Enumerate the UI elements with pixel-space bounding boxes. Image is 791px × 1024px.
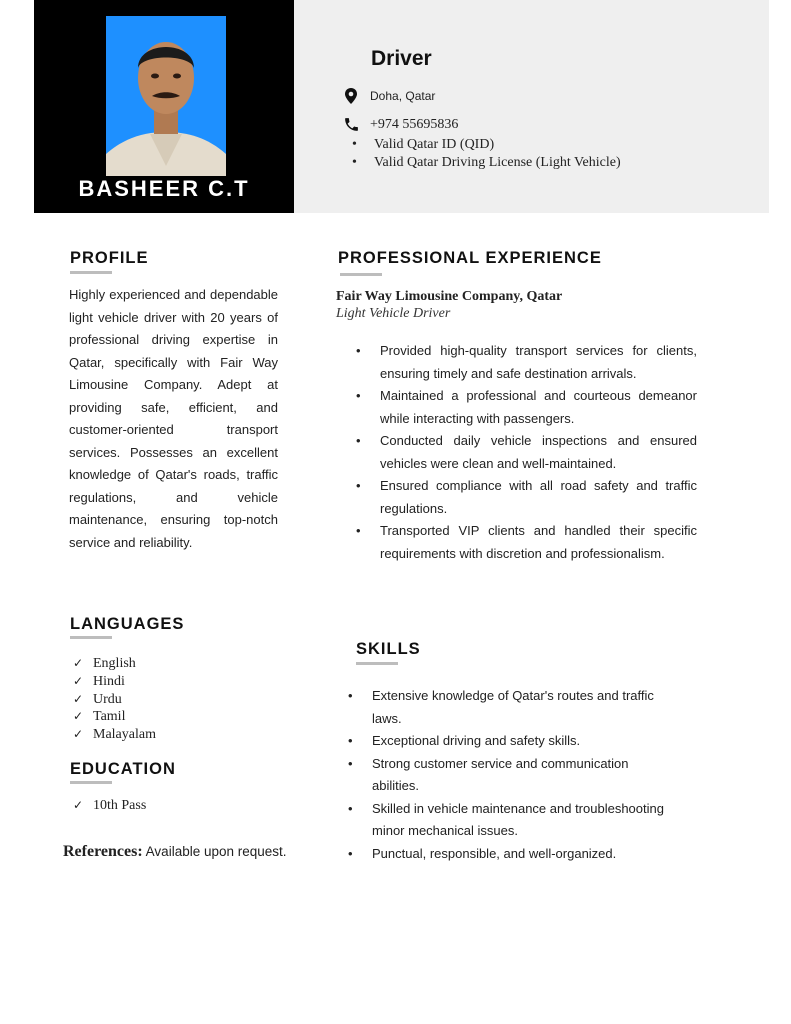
list-item: • Strong customer service and communication abilities. — [344, 753, 674, 798]
experience-list-container — [352, 340, 697, 619]
qualification-list — [352, 136, 621, 172]
language-item: ✓ Tamil — [73, 708, 156, 726]
skills-heading: SKILLS — [356, 640, 421, 658]
education-heading: EDUCATION — [70, 760, 176, 778]
skills-underline — [356, 662, 398, 665]
map-pin-icon — [340, 88, 362, 104]
list-item: • Skilled in vehicle maintenance and troubleshooting minor mechanical issues. — [344, 798, 674, 843]
list-item: • Valid Qatar ID (QID) — [352, 136, 621, 154]
skills-list — [344, 685, 674, 865]
education-underline — [70, 781, 112, 784]
language-item: ✓ English — [73, 655, 156, 673]
candidate-name: BASHEER C.T — [78, 176, 250, 201]
skills-list-container — [344, 685, 674, 865]
references — [63, 843, 287, 861]
languages-heading: LANGUAGES — [70, 615, 185, 633]
list-item: • Transported VIP clients and handled their specific requirements with discretion and professionalism. — [352, 520, 697, 565]
profile-text: Highly experienced and dependable light vehicle driver with 20 years of professional driving expertise in Qatar, specifically with Fair Way Limousine Company. Adept at providing safe, efficient, and customer-oriented transport services. Possesses an excellent knowledge of Qatar's roads, traffic regulations, and vehicle maintenance, ensuring top-notch service and reliability. — [69, 287, 278, 550]
list-item: • Conducted daily vehicle inspections and ensured vehicles were clean and well-maintained. — [352, 430, 697, 475]
language-item: ✓ Malayalam — [73, 726, 156, 744]
job-title: Driver — [371, 47, 432, 70]
profile-photo — [106, 16, 226, 176]
experience-underline — [340, 273, 382, 276]
languages-underline — [70, 636, 112, 639]
list-item: • Extensive knowledge of Qatar's routes and traffic laws. — [344, 685, 674, 730]
phone-icon — [340, 116, 362, 133]
references-text: Available upon request. — [145, 844, 287, 859]
company-name: Fair Way Limousine Company, Qatar — [336, 289, 563, 304]
list-item: • Provided high-quality transport services for clients, ensuring timely and safe destination arrivals. — [352, 340, 697, 385]
languages-list — [73, 655, 156, 744]
job-role: Light Vehicle Driver — [336, 306, 451, 321]
education-item: ✓ 10th Pass — [73, 797, 146, 815]
header-light-panel — [294, 0, 769, 213]
education-list — [73, 797, 146, 815]
list-item: • Maintained a professional and courteous demeanor while interacting with passengers. — [352, 385, 697, 430]
list-item: • Ensured compliance with all road safety and traffic regulations. — [352, 475, 697, 520]
profile-underline — [70, 271, 112, 274]
references-label: References: — [63, 843, 143, 860]
phone-row — [340, 116, 458, 133]
experience-heading: PROFESSIONAL EXPERIENCE — [338, 249, 602, 267]
experience-list — [352, 340, 697, 565]
list-item: • Punctual, responsible, and well-organized. — [344, 843, 674, 866]
location-text: Doha, Qatar — [370, 89, 436, 103]
language-item: ✓ Hindi — [73, 673, 156, 691]
language-item: ✓ Urdu — [73, 691, 156, 709]
location-row — [340, 88, 435, 104]
phone-text: +974 55695836 — [370, 116, 459, 132]
list-item: • Exceptional driving and safety skills. — [344, 730, 674, 753]
list-item: • Valid Qatar Driving License (Light Vehicle) — [352, 154, 621, 172]
profile-heading: PROFILE — [70, 249, 149, 267]
